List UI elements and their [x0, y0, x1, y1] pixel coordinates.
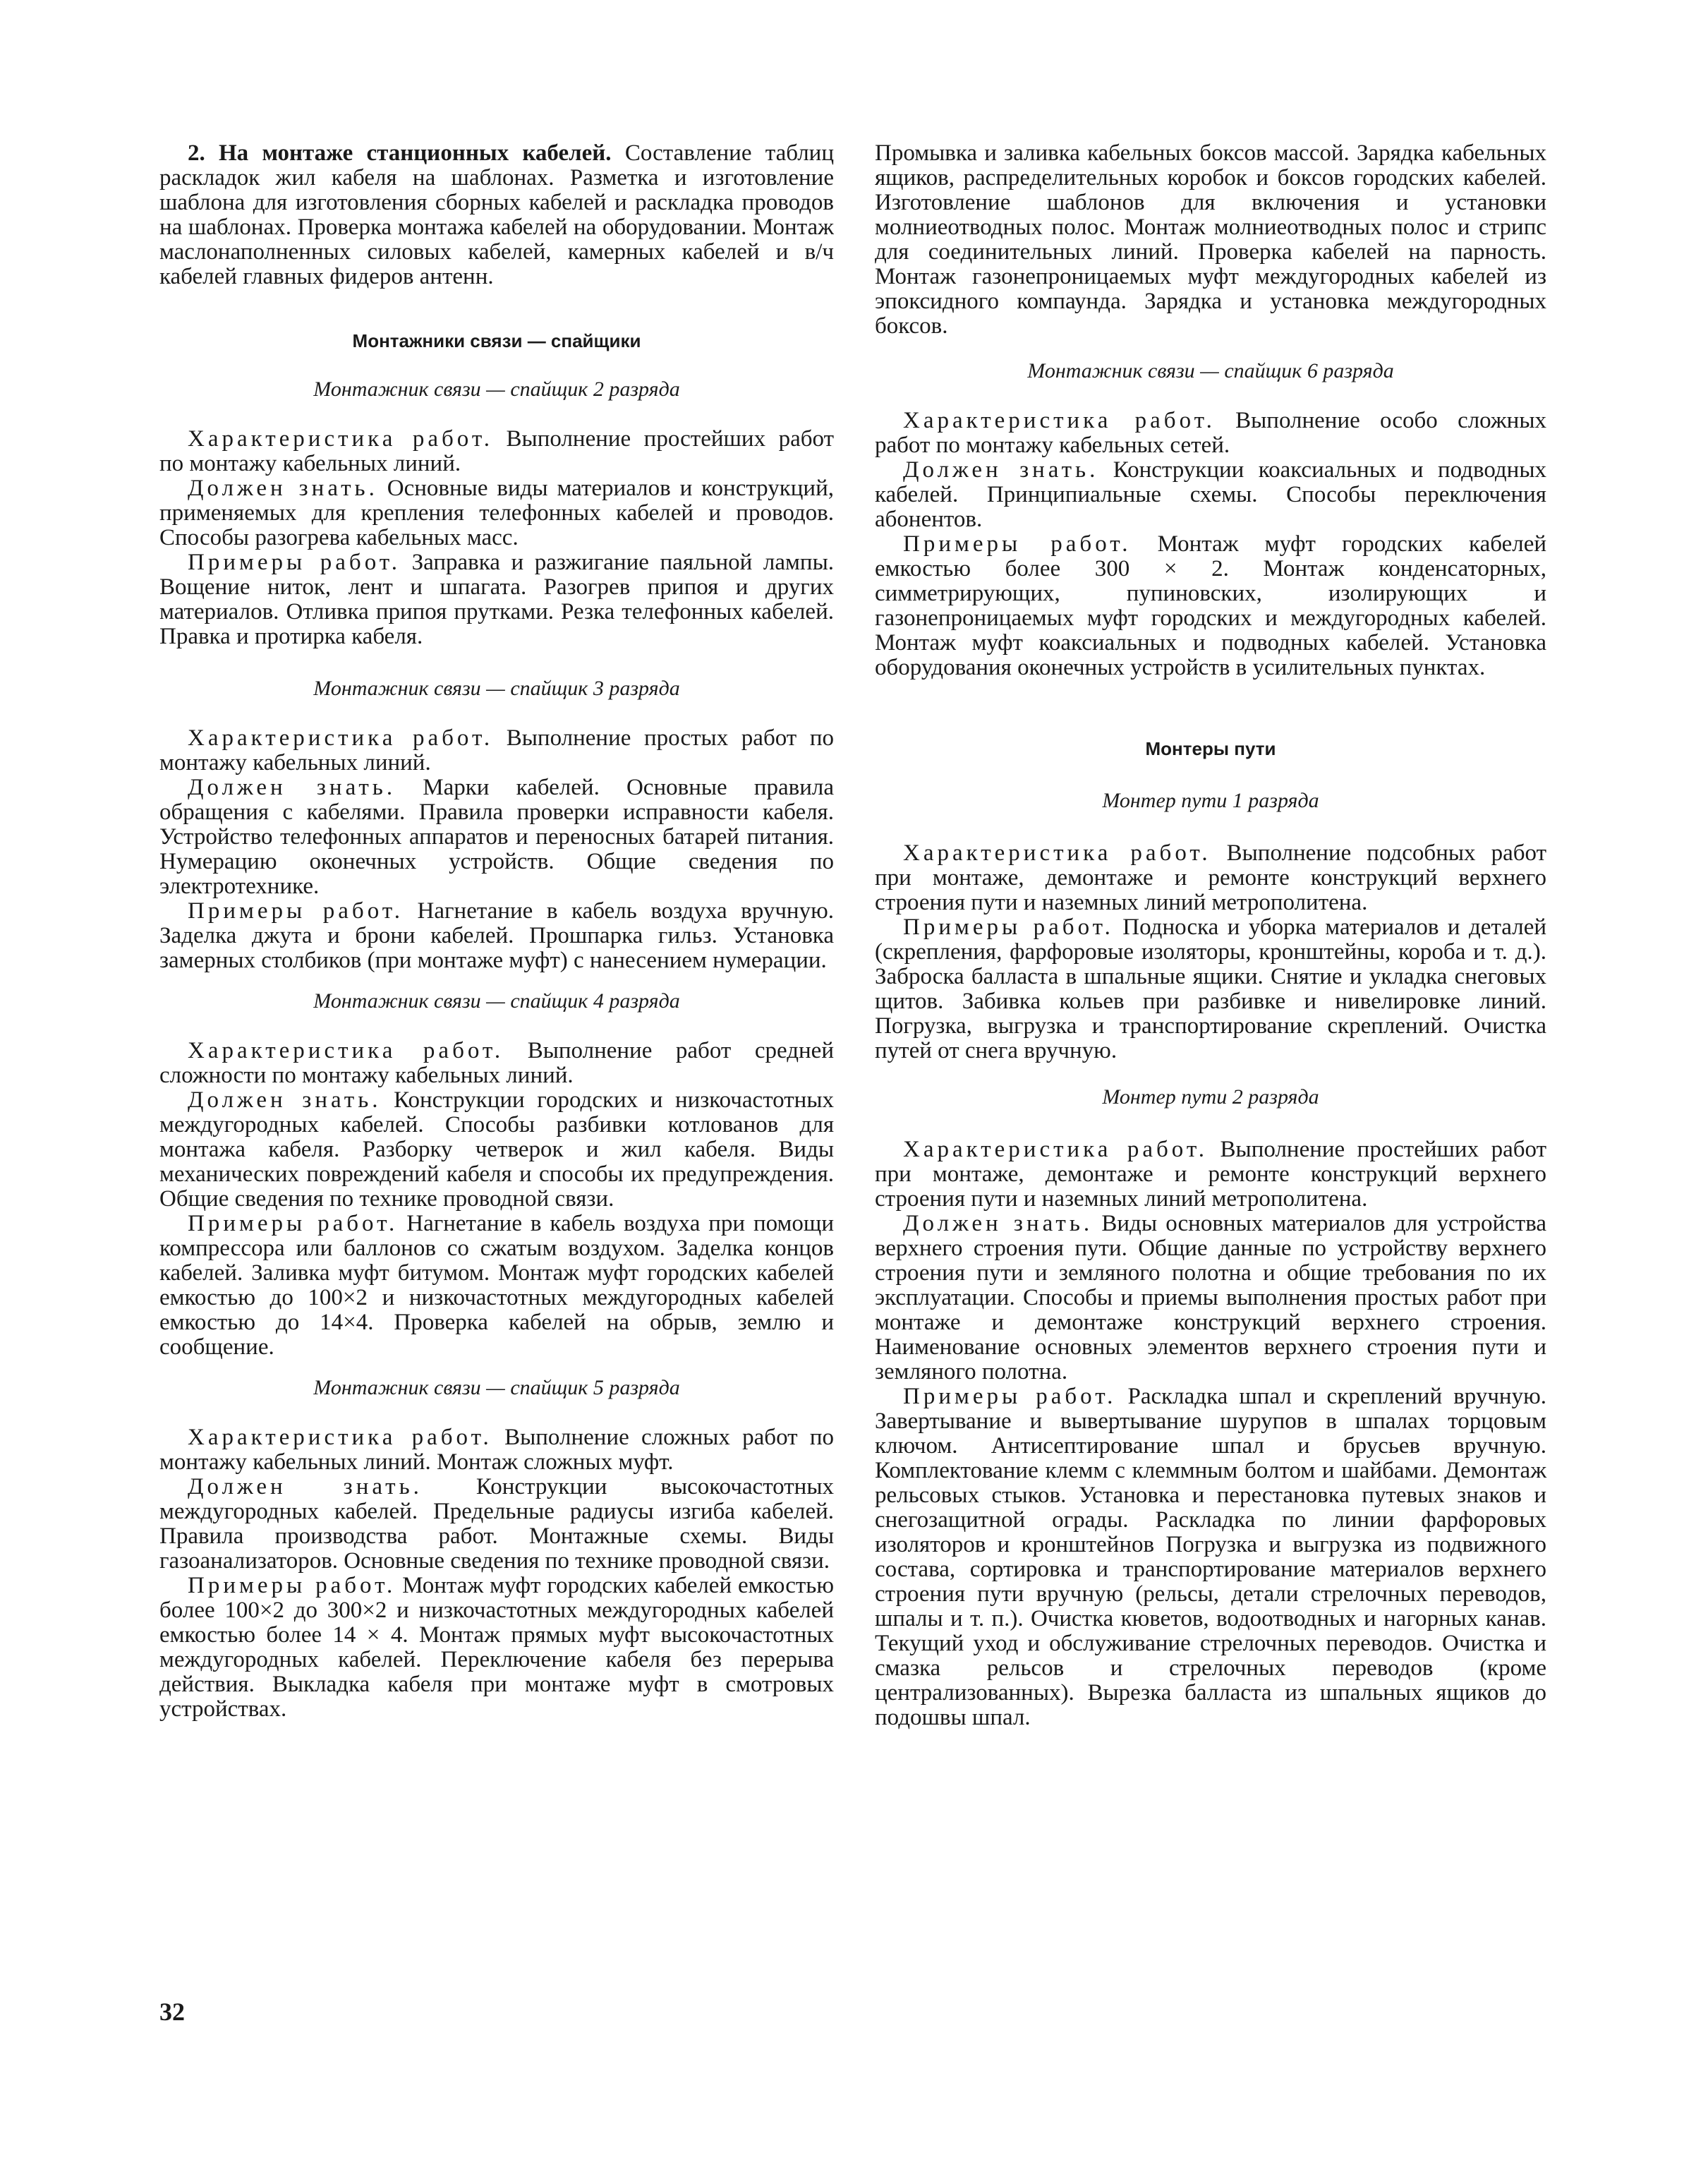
right-column [875, 141, 1546, 1730]
section-heading-track-fitters: Монтеры пути [1145, 738, 1276, 759]
section-heading-splicers: Монтажники связи — спайщики [352, 330, 641, 351]
grade-3-title: Монтажник связи — спайщик 3 разряда [313, 677, 680, 700]
grade-6-title: Монтажник связи — спайщик 6 разряда [1027, 359, 1394, 382]
station-cables-paragraph [159, 141, 834, 289]
grade-3-knowledge: Должен знать. Марки кабелей. Основные правила обращения с кабелями. Правила проверки исправности кабеля. Устройство телефонных аппаратов и переносных батарей питания. Нумерацию оконечных устройств. Общие сведения по электротехнике. [159, 775, 834, 899]
grade-2-characteristic: Характеристика работ. Выполнение простейших работ по монтажу кабельных линий. [159, 426, 834, 476]
grade-2-examples: Примеры работ. Заправка и разжигание паяльной лампы. Вощение ниток, лент и шпагата. Разогрев припоя и других материалов. Отливка припоя прутками. Резка телефонных кабелей. Правка и протирка кабеля. [159, 550, 835, 649]
grade-4-knowledge: Должен знать. Конструкции городских и низкочастотных междугородных кабелей. Способы разбивки котлованов для монтажа кабеля. Разборку четверок и жил кабеля. Виды механических повреждений кабеля и способы их предупреждения. Общие сведения по технике проводной связи. [159, 1087, 835, 1212]
grade-4-characteristic: Характеристика работ. Выполнение работ средней сложности по монтажу кабельных линий. [159, 1038, 834, 1088]
grade-5-title: Монтажник связи — спайщик 5 разряда [313, 1376, 680, 1399]
page-number: 32 [159, 1998, 185, 2026]
grade-2-title: Монтажник связи — спайщик 2 разряда [313, 378, 680, 401]
track-grade-2-knowledge: Должен знать. Виды основных материалов для устройства верхнего строения пути. Общие данные по устройству верхнего строения пути и земляного полотна и общие требования по их эксплуатации. Способы и приемы выполнения простых работ при монтаже и демонтаже конструкций верхнего строения. Наименование основных элементов верхнего строения пути и земляного полотна. [875, 1211, 1546, 1384]
grade-6-knowledge: Должен знать. Конструкции коаксиальных и подводных кабелей. Принципиальные схемы. Способы переключения абонентов. [875, 457, 1546, 532]
grade-5-characteristic: Характеристика работ. Выполнение сложных работ по монтажу кабельных линий. Монтаж сложных муфт. [159, 1425, 834, 1475]
track-grade-1-characteristic: Характеристика работ. Выполнение подсобных работ при монтаже, демонтаже и ремонте конструкций верхнего строения пути и наземных линий метрополитена. [875, 840, 1546, 915]
grade-6-characteristic: Характеристика работ. Выполнение особо сложных работ по монтажу кабельных сетей. [875, 408, 1546, 458]
left-column [159, 141, 834, 1722]
item-number: 2. [188, 140, 205, 166]
grade-4-title: Монтажник связи — спайщик 4 разряда [313, 989, 680, 1013]
track-grade-2-title: Монтер пути 2 разряда [1102, 1085, 1319, 1109]
item-text: Составление таблиц раскладок жил кабеля на шаблонах. Разметка и изготовление шаблона для изготовления сборных кабелей и раскладка проводов на шаблонах. Проверка монтажа кабелей на оборудовании. Монтаж маслонаполненных силовых кабелей, камерных кабелей и в/ч кабелей главных фидеров антенн. [159, 140, 834, 289]
item-lead: На монтаже станционных кабелей. [219, 140, 612, 166]
grade-3-characteristic: Характеристика работ. Выполнение простых работ по монтажу кабельных линий. [159, 725, 834, 775]
track-grade-1-title: Монтер пути 1 разряда [1102, 789, 1319, 812]
track-grade-2-examples: Примеры работ. Раскладка шпал и скреплений вручную. Завертывание и вывертывание шурупов в шпалах торцовым ключом. Антисептирование шпал и брусьев вручную. Комплектование клемм с клеммным болтом и шайбами. Демонтаж рельсовых стыков. Установка и перестановка путевых знаков и снегозащитной ограды. Раскладка по линии фарфоровых изоляторов и кронштейнов Погрузка и выгрузка из подвижного состава, сортировка и транспортирование материалов верхнего строения пути вручную (рельсы, детали стрелочных переводов, шпалы и т. п.). Очистка кюветов, водоотводных и нагорных канав. Текущий уход и обслуживание стрелочных переводов. Очистка и смазка рельсов и стрелочных переводов (кроме централизованных). Вырезка балласта из шпальных ящиков до подошвы шпал. [875, 1384, 1546, 1730]
continuation-paragraph: Промывка и заливка кабельных боксов массой. Зарядка кабельных ящиков, распределительных коробок и боксов городских кабелей. Изготовление шаблонов для включения и установки молниеотводных полос. Монтаж молниеотводных полос и стрипс для соединительных линий. Проверка кабелей на парность. Монтаж газонепроницаемых муфт междугородных кабелей из эпоксидного компаунда. Зарядка и установка междугородных боксов. [875, 140, 1546, 339]
track-grade-1-examples: Примеры работ. Подноска и уборка материалов и деталей (скрепления, фарфоровые изоляторы, кронштейны, короба и т. д.). Заброска балласта в шпальные ящики. Снятие и укладка снеговых щитов. Забивка кольев при разбивке и нивелировке линий. Погрузка, выгрузка и транспортирование скреплений. Очистка путей от снега вручную. [875, 915, 1547, 1063]
grade-5-examples: Примеры работ. Монтаж муфт городских кабелей емкостью более 100×2 до 300×2 и низкочастотных междугородных кабелей емкостью более 14 × 4. Монтаж прямых муфт высокочастотных междугородных кабелей. Переключение кабеля без перерыва действия. Выкладка кабеля при монтаже муфт в смотровых устройствах. [159, 1573, 835, 1722]
grade-6-examples: Примеры работ. Монтаж муфт городских кабелей емкостью более 300 × 2. Монтаж конденсаторных, симметрирующих, пупиновских, изолирующих и газонепроницаемых муфт городских и междугородных кабелей. Монтаж муфт коаксиальных и подводных кабелей. Установка оборудования оконечных устройств в усилительных пунктах. [875, 531, 1547, 680]
grade-5-knowledge: Должен знать. Конструкции высокочастотных междугородных кабелей. Предельные радиусы изгиба кабелей. Правила производства работ. Монтажные схемы. Виды газоанализаторов. Основные сведения по технике проводной связи. [159, 1474, 834, 1574]
grade-3-examples: Примеры работ. Нагнетание в кабель воздуха вручную. Заделка джута и брони кабелей. Прошпарка гильз. Установка замерных столбиков (при монтаже муфт) с нанесением нумерации. [159, 898, 834, 973]
track-grade-2-characteristic: Характеристика работ. Выполнение простейших работ при монтаже, демонтаже и ремонте конструкций верхнего строения пути и наземных линий метрополитена. [875, 1137, 1546, 1212]
grade-2-knowledge: Должен знать. Основные виды материалов и конструкций, применяемых для крепления телефонных кабелей и проводов. Способы разогрева кабельных масс. [159, 476, 835, 550]
grade-4-examples: Примеры работ. Нагнетание в кабель воздуха при помощи компрессора или баллонов со сжатым воздухом. Заделка концов кабелей. Заливка муфт битумом. Монтаж муфт городских кабелей емкостью до 100×2 и низкочастотных междугородных кабелей емкостью до 14×4. Проверка кабелей на обрыв, землю и сообщение. [159, 1211, 834, 1360]
